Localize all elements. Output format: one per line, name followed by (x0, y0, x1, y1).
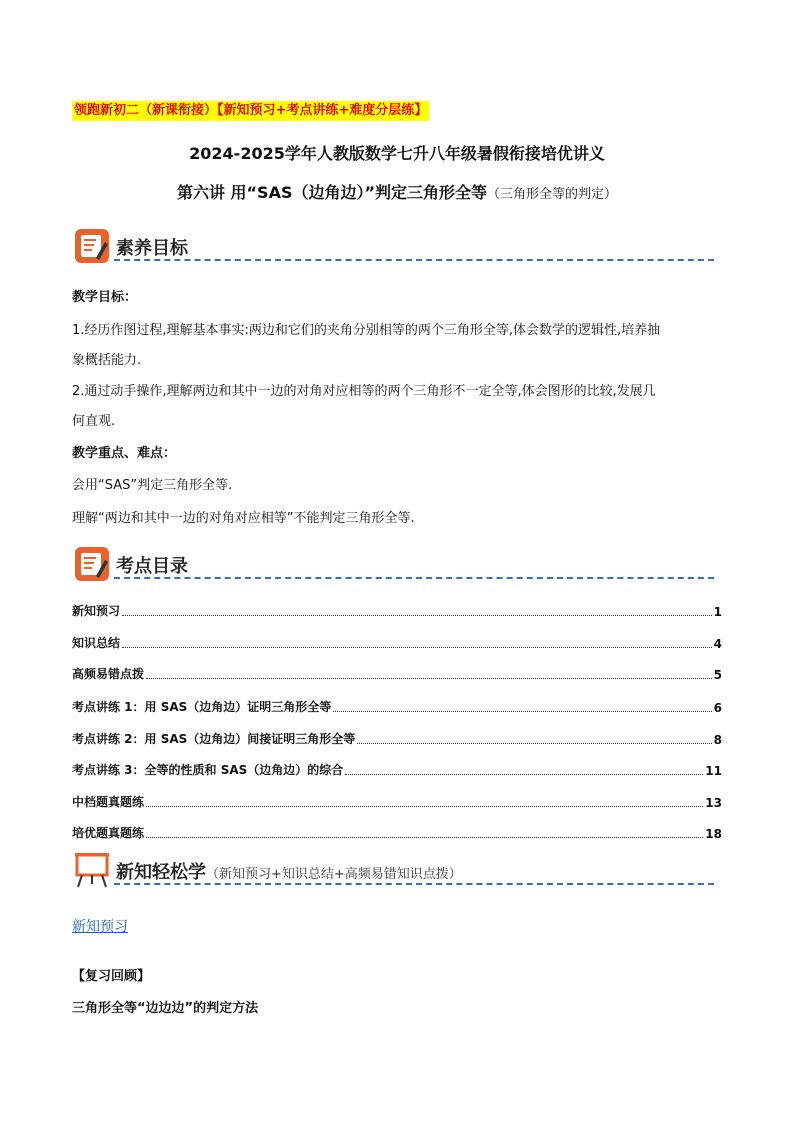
toc-label: 高频易错点拨 (72, 667, 145, 681)
toc-entry[interactable] (72, 825, 722, 841)
document-title: 2024-2025学年人教版数学七升八年级暑假衔接培优讲义 (189, 144, 605, 163)
toc-entry[interactable] (72, 699, 722, 715)
pencil-notebook-icon (74, 228, 110, 264)
pencil-notebook-icon (74, 546, 110, 582)
goal-2-line-b: 何直观. (72, 414, 116, 429)
toc-leader (122, 615, 712, 616)
toc-page: 6 (713, 701, 722, 715)
goal-2-line-a: 2.通过动手操作,理解两边和其中一边的对角对应相等的两个三角形不一定全等,体会图形的比较,发展几 (72, 384, 656, 399)
lecture-title-sub: （三角形全等的判定） (487, 187, 618, 202)
section-divider (114, 259, 714, 261)
key-points-heading: 教学重点、难点： (72, 446, 177, 461)
toc-leader (357, 743, 711, 744)
section-header-goals (74, 228, 714, 268)
series-banner: 领跑新初二（新课衔接）【新知预习+考点讲练+难度分层练】 (72, 101, 429, 121)
section-title-learn (116, 858, 462, 884)
toc-label: 考点讲练 1：用 SAS（边角边）证明三角形全等 (72, 700, 332, 714)
goal-1-line-a: 1.经历作图过程,理解基本事实:两边和它们的夹角分别相等的两个三角形全等,体会数学的逻辑性,培养抽 (72, 323, 661, 338)
key-point-1: 会用“SAS”判定三角形全等. (72, 478, 233, 493)
section-header-toc (74, 546, 714, 586)
review-line: 三角形全等“边边边”的判定方法 (72, 1001, 259, 1016)
toc-page: 13 (705, 796, 722, 810)
review-heading: 【复习回顾】 (72, 969, 151, 984)
toc-label: 考点讲练 2：用 SAS（边角边）间接证明三角形全等 (72, 732, 356, 746)
lecture-title (0, 180, 794, 203)
toc-page: 18 (705, 827, 722, 841)
toc-label: 知识总结 (72, 636, 121, 650)
section-divider (114, 883, 714, 885)
section-title-learn-sub: （新知预习+知识总结+高频易错知识点拨） (206, 867, 462, 882)
toc-label: 新知预习 (72, 604, 121, 618)
section-title-learn-main: 新知轻松学 (116, 862, 206, 883)
toc-label: 培优题真题练 (72, 826, 145, 840)
section-title-toc: 考点目录 (116, 556, 188, 577)
toc-entry[interactable] (72, 731, 722, 747)
goal-1-line-b: 象概括能力. (72, 353, 142, 368)
toc-leader (122, 647, 712, 648)
toc-leader (345, 774, 703, 775)
toc-leader (333, 711, 711, 712)
toc-page: 1 (713, 605, 722, 619)
toc-page: 5 (713, 668, 722, 682)
toc-entry[interactable] (72, 603, 722, 619)
section-title-goals: 素养目标 (116, 238, 188, 259)
toc-label: 考点讲练 3：全等的性质和 SAS（边角边）的综合 (72, 763, 344, 777)
goal-heading: 教学目标： (72, 290, 138, 305)
toc-page: 4 (713, 637, 722, 651)
key-point-2: 理解“两边和其中一边的对角对应相等”不能判定三角形全等. (72, 511, 415, 526)
toc-entry[interactable] (72, 762, 722, 778)
toc-label: 中档题真题练 (72, 795, 145, 809)
toc-leader (146, 678, 712, 679)
toc-entry[interactable] (72, 794, 722, 810)
whiteboard-icon (74, 852, 110, 888)
toc-entry[interactable] (72, 666, 722, 682)
toc-page: 11 (705, 764, 722, 778)
section-divider (114, 577, 714, 579)
toc-leader (146, 837, 703, 838)
section-header-learn (74, 852, 714, 892)
toc-entry[interactable] (72, 635, 722, 651)
toc-page: 8 (713, 733, 722, 747)
lecture-title-main: 第六讲 用“SAS（边角边）”判定三角形全等 (176, 183, 488, 202)
preview-link[interactable]: 新知预习 (72, 919, 128, 935)
toc-leader (146, 806, 703, 807)
